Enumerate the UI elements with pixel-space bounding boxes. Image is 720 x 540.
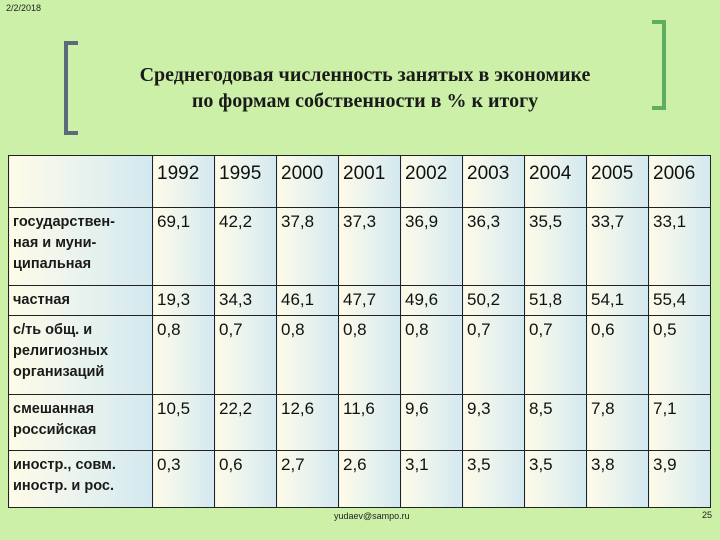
table-cell: 55,4 [649, 286, 711, 316]
year-header: 2005 [587, 156, 649, 208]
table-cell: 54,1 [587, 286, 649, 316]
table-cell: 0,6 [587, 316, 649, 395]
table-cell: 42,2 [215, 208, 277, 286]
slide-title [80, 62, 650, 114]
left-bracket-decoration [64, 41, 78, 135]
table-cell: 3,5 [525, 451, 587, 508]
table-cell: 3,9 [649, 451, 711, 508]
table-cell: 0,8 [277, 316, 339, 395]
table-cell: 3,8 [587, 451, 649, 508]
table-cell: 33,1 [649, 208, 711, 286]
table-cell: 3,5 [463, 451, 525, 508]
table-cell: 7,8 [587, 395, 649, 451]
table-cell: 36,9 [401, 208, 463, 286]
header-corner-cell [9, 156, 153, 208]
table-row [9, 208, 711, 286]
table-cell: 0,7 [463, 316, 525, 395]
year-header: 2001 [339, 156, 401, 208]
table-cell: 2,7 [277, 451, 339, 508]
table-cell: 47,7 [339, 286, 401, 316]
table-cell: 9,6 [401, 395, 463, 451]
table-row [9, 395, 711, 451]
year-header: 2004 [525, 156, 587, 208]
table-cell: 33,7 [587, 208, 649, 286]
table-cell: 34,3 [215, 286, 277, 316]
year-header: 2006 [649, 156, 711, 208]
footer-email: yudaev@sampo.ru [334, 511, 410, 521]
table-cell: 12,6 [277, 395, 339, 451]
table-cell: 36,3 [463, 208, 525, 286]
table-cell: 11,6 [339, 395, 401, 451]
page-number: 25 [702, 510, 713, 520]
employment-table [8, 155, 711, 508]
title-line-1: Среднегодовая численность занятых в экономике [139, 64, 591, 86]
table-cell: 0,8 [339, 316, 401, 395]
year-header: 2003 [463, 156, 525, 208]
row-label-public-religious: с/ть общ. и религиозных организаций [9, 316, 153, 395]
table-cell: 0,7 [525, 316, 587, 395]
header-row [9, 156, 711, 208]
table-cell: 3,1 [401, 451, 463, 508]
table-cell: 69,1 [153, 208, 215, 286]
table-cell: 49,6 [401, 286, 463, 316]
title-line-2: по формам собственности в % к итогу [191, 90, 539, 112]
table-cell: 0,7 [215, 316, 277, 395]
table-row [9, 286, 711, 316]
table-cell: 0,5 [649, 316, 711, 395]
right-bracket-decoration [652, 20, 666, 110]
table-cell: 19,3 [153, 286, 215, 316]
table-cell: 46,1 [277, 286, 339, 316]
table-cell: 50,2 [463, 286, 525, 316]
table-cell: 0,8 [153, 316, 215, 395]
table-cell: 0,6 [215, 451, 277, 508]
row-label-private: частная [9, 286, 153, 316]
table-cell: 8,5 [525, 395, 587, 451]
row-label-state-municipal: государствен- ная и муни- ципальная [9, 208, 153, 286]
year-header: 2002 [401, 156, 463, 208]
table-cell: 51,8 [525, 286, 587, 316]
table-row [9, 451, 711, 508]
row-label-foreign-joint: иностр., совм. иностр. и рос. [9, 451, 153, 508]
table-row [9, 316, 711, 395]
slide-date: 2/2/2018 [6, 3, 42, 13]
table-cell: 10,5 [153, 395, 215, 451]
table-cell: 22,2 [215, 395, 277, 451]
year-header: 1995 [215, 156, 277, 208]
table-cell: 0,8 [401, 316, 463, 395]
row-label-mixed-russian: смешанная российская [9, 395, 153, 451]
year-header: 2000 [277, 156, 339, 208]
year-header: 1992 [153, 156, 215, 208]
table-cell: 9,3 [463, 395, 525, 451]
table-cell: 37,8 [277, 208, 339, 286]
table-cell: 37,3 [339, 208, 401, 286]
table-cell: 7,1 [649, 395, 711, 451]
table-cell: 35,5 [525, 208, 587, 286]
table-cell: 0,3 [153, 451, 215, 508]
table-cell: 2,6 [339, 451, 401, 508]
